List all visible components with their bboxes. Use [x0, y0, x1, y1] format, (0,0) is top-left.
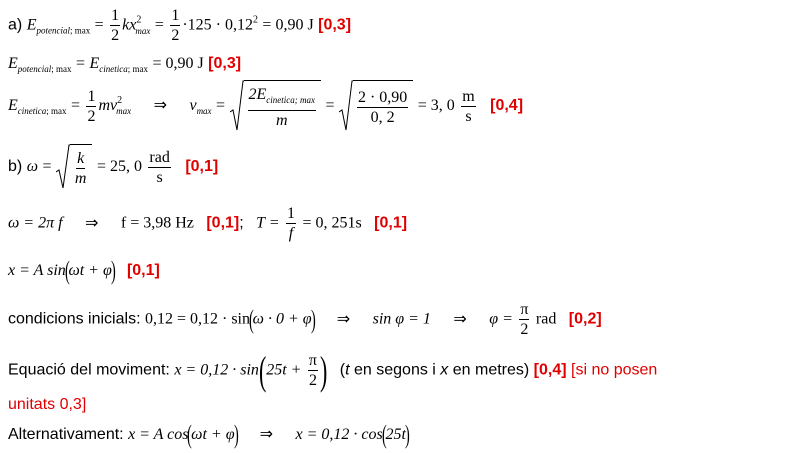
part-a-label: a) [8, 16, 23, 34]
one-over-f: $\frac{1}{f}$ [287, 205, 296, 242]
penalty-note: [si no posen [571, 361, 658, 379]
implies-arrow-2: ⇒ [453, 308, 467, 328]
e-sub-max: ; max [46, 106, 67, 117]
ekin-result: = 0,90 J [152, 55, 204, 72]
motion-eq: x = 0,12 · sin [174, 361, 259, 379]
unit-fraction-ms: $\frac{m}{s}$ [462, 87, 475, 125]
left-paren: ( [258, 348, 267, 393]
line-b-omega [8, 144, 218, 190]
e-sub-potencial: potencial [17, 64, 52, 74]
e-symbol: E [8, 97, 18, 115]
x-sub-max: max [135, 25, 151, 36]
part-b-label: b) [8, 158, 23, 176]
score-badge: [0,3] [208, 55, 242, 72]
e-symbol-2: E [89, 55, 100, 72]
x-symbol: x [129, 16, 137, 34]
square-exponent: 2 [136, 14, 142, 26]
line-b-initial [8, 300, 602, 339]
e-sub-max: ; max [69, 25, 91, 36]
e-sub-cinetica: cinetica [17, 106, 47, 117]
initial-eq: 0,12 = 0,12 · sin [144, 310, 250, 328]
v-symbol: v [110, 97, 118, 115]
line-b-alternative [8, 420, 409, 450]
note-t: t [345, 361, 350, 379]
e-sub-max: ; max [51, 64, 72, 74]
square-exponent: 2 [117, 95, 123, 107]
score-badge: [0,1] [206, 214, 240, 232]
sqrt-radical-icon [230, 80, 244, 132]
score-badge-2: [0,1] [374, 214, 408, 232]
omega-result: = 25, 0 [96, 158, 142, 176]
note-mid: en segons i [349, 361, 441, 379]
pi-over-2: $\frac{\pi}{2}$ [520, 301, 529, 338]
equals-sign-2: = [216, 97, 226, 115]
sqrt-radical-icon [339, 80, 353, 132]
score-badge: [0,1] [185, 158, 219, 176]
sqrt-expression-1: $\frac{2E_{cinetica; max}}{m}$ [230, 80, 322, 132]
equals-sign-3: = [325, 97, 335, 115]
omega-2pi-f: ω = 2π f [8, 214, 63, 232]
e-sub-max-2: ; max [127, 64, 148, 74]
score-badge: [0,4] [490, 97, 524, 115]
line-b-frequency [8, 204, 407, 243]
equals-sign: = [94, 16, 104, 34]
line-a-velocity [8, 80, 523, 132]
line-a-epot [8, 6, 351, 45]
alternative-label: Alternativament: [8, 426, 124, 444]
left-paren-2: ( [381, 420, 387, 449]
period-result: = 0, 251s [302, 214, 362, 232]
v-sub-max: max [116, 106, 132, 117]
initial-conditions-label: condicions inicials: [8, 310, 141, 328]
e-symbol: E [26, 16, 37, 34]
general-eq-lhs: x = A sin [8, 262, 66, 280]
implies-arrow: ⇒ [259, 424, 274, 444]
implies-arrow: ⇒ [153, 95, 167, 115]
m-symbol: m [98, 97, 111, 115]
pi-over-2: $\frac{\pi}{2}$ [308, 352, 317, 389]
equals-sign-2: = [154, 16, 164, 34]
initial-arg: ω · 0 + φ [252, 310, 312, 328]
e-sub: potencial [36, 25, 70, 36]
left-paren: ( [248, 304, 254, 334]
right-paren: ) [319, 348, 328, 393]
score-badge: [0,4] [533, 361, 567, 379]
left-paren: ( [187, 420, 193, 449]
score-badge: [0,2] [568, 310, 602, 328]
omega-symbol: ω [26, 158, 38, 176]
velocity-result: = 3, 0 [417, 97, 455, 115]
unit-fraction-rad-s: $\frac{\text{rad}}{s}$ [149, 148, 170, 186]
line-b-motion [8, 347, 657, 394]
motion-arg: 25t + [266, 361, 302, 379]
e-sub-cinetica: cinetica [99, 64, 128, 74]
equals-sign: = [42, 158, 52, 176]
right-paren-2: ) [404, 420, 410, 449]
penalty-note-2: unitats 0,3] [8, 396, 87, 413]
general-eq-arg: ωt + φ [68, 262, 112, 280]
sin-phi-eq: sin φ = 1 [372, 310, 431, 328]
alt-eq-1: x = A cos [128, 426, 189, 444]
period-lhs: T = [256, 214, 280, 232]
equals-sign: = [70, 97, 81, 115]
right-paren: ) [110, 256, 116, 285]
v-sub-max-2: max [196, 106, 212, 117]
line-b-general [8, 256, 160, 286]
line-a-energy-equality [8, 55, 241, 74]
alt-eq-2: x = 0,12 · cos [295, 426, 383, 444]
square-exponent-2: 2 [252, 14, 258, 26]
note-end: en metres) [448, 361, 530, 379]
score-badge: [0,3] [318, 16, 352, 34]
epot-result: = 0,90 J [262, 16, 314, 34]
sqrt-k-over-m: $\frac{k}{m}$ [56, 144, 93, 190]
phi-eq: φ = [489, 310, 513, 328]
sqrt-radical-icon [56, 144, 70, 190]
equals-sign: = [75, 55, 86, 72]
motion-label: Equació del moviment: [8, 361, 170, 379]
separator: ; [239, 214, 244, 232]
alt-arg-2: 25t [385, 426, 406, 444]
implies-arrow: ⇒ [336, 308, 351, 328]
numeric-expression: ·125 · 0,12 [182, 16, 253, 34]
k-symbol: k [122, 16, 130, 34]
half-fraction-2: $\frac{1}{2}$ [171, 7, 180, 44]
right-paren: ) [233, 420, 239, 449]
note-x: x [440, 361, 449, 379]
sqrt-expression-2: $\frac{2 \cdot 0,90}{0, 2}$ [339, 80, 413, 132]
half-fraction: $\frac{1}{2}$ [87, 87, 96, 125]
frequency-result: f = 3,98 Hz [120, 214, 194, 232]
rad-unit: rad [535, 310, 557, 328]
right-paren: ) [310, 304, 316, 334]
alt-arg-1: ωt + φ [191, 426, 235, 444]
e-symbol: E [8, 55, 18, 72]
v-symbol-2: v [189, 97, 197, 115]
line-b-penalty [8, 396, 86, 414]
left-paren: ( [64, 256, 70, 285]
half-fraction: $\frac{1}{2}$ [111, 7, 120, 44]
note-paren: ( [339, 361, 346, 379]
score-badge: [0,1] [126, 262, 160, 280]
implies-arrow: ⇒ [85, 212, 99, 232]
